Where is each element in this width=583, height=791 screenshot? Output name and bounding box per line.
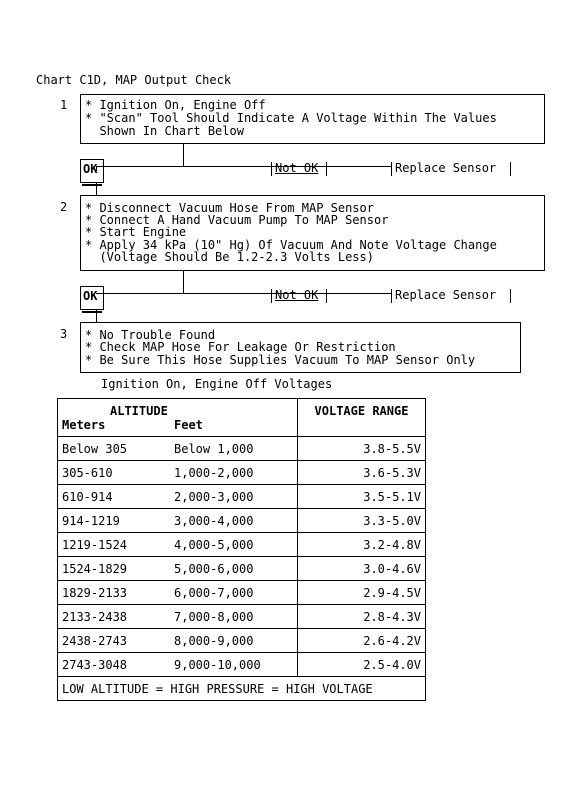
- step-3-line-1: * No Trouble Found: [85, 328, 216, 342]
- meters-header: Meters: [62, 418, 106, 432]
- feet-value: 2,000-3,000: [174, 489, 254, 504]
- feet-value: 5,000-6,000: [174, 561, 254, 576]
- step-3-number: 3: [60, 327, 68, 341]
- feet-value: 8,000-9,000: [174, 633, 254, 648]
- branch-1-ok-down: [96, 183, 97, 195]
- table-row: [58, 533, 426, 557]
- branch-1-hline: [96, 166, 392, 167]
- branch-2-replace-sensor: Replace Sensor: [391, 289, 511, 303]
- table-row: [58, 461, 426, 485]
- step-2-line-4: * Apply 34 kPa (10" Hg) Of Vacuum And Note Voltage Change: [85, 238, 497, 252]
- altitude-cell: [58, 437, 298, 461]
- chart-title: Chart C1D, MAP Output Check: [36, 73, 232, 87]
- altitude-cell: [58, 653, 298, 677]
- voltage-table: [57, 398, 426, 701]
- voltage-value: 3.2-4.8V: [298, 533, 426, 557]
- voltage-value: 2.8-4.3V: [298, 605, 426, 629]
- altitude-cell: [58, 581, 298, 605]
- table-header-row: [58, 399, 426, 437]
- step-2-line-3: * Start Engine: [85, 225, 187, 239]
- altitude-cell: [58, 509, 298, 533]
- step-1-line-1: * Ignition On, Engine Off: [85, 98, 266, 112]
- step-2-line-1: * Disconnect Vacuum Hose From MAP Sensor: [85, 201, 374, 215]
- branch-1-drop: [183, 144, 184, 166]
- feet-value: 4,000-5,000: [174, 537, 254, 552]
- step-2-line-2: * Connect A Hand Vacuum Pump To MAP Sensor: [85, 213, 389, 227]
- meters-value: 1219-1524: [62, 537, 128, 552]
- branch-1-replace-sensor: Replace Sensor: [391, 162, 511, 176]
- voltage-value: 3.5-5.1V: [298, 485, 426, 509]
- feet-value: 3,000-4,000: [174, 513, 254, 528]
- voltage-header-cell: [298, 399, 426, 437]
- altitude-cell: [58, 557, 298, 581]
- branch-1-ok-box: OK: [80, 159, 104, 183]
- branch-2-drop: [183, 271, 184, 293]
- meters-value: 2133-2438: [62, 609, 128, 624]
- step-2-box: [80, 195, 545, 271]
- step-3-box: [80, 322, 521, 373]
- table-row: [58, 485, 426, 509]
- feet-value: Below 1,000: [174, 441, 254, 456]
- meters-value: 610-914: [62, 489, 113, 504]
- altitude-cell: [58, 533, 298, 557]
- voltage-value: 3.0-4.6V: [298, 557, 426, 581]
- altitude-header: ALTITUDE: [110, 404, 168, 418]
- meters-value: Below 305: [62, 441, 128, 456]
- step-3-line-2: * Check MAP Hose For Leakage Or Restriction: [85, 340, 396, 354]
- step-1-box: [80, 94, 545, 144]
- branch-2-hline: [96, 293, 392, 294]
- altitude-header-cell: [58, 399, 298, 437]
- voltage-value: 2.5-4.0V: [298, 653, 426, 677]
- branch-2-not-ok: Not OK: [271, 289, 327, 303]
- table-row: [58, 557, 426, 581]
- table-row: [58, 437, 426, 461]
- feet-value: 6,000-7,000: [174, 585, 254, 600]
- table-footer-row: [58, 677, 426, 701]
- voltage-value: 2.9-4.5V: [298, 581, 426, 605]
- step-1-line-2: * "Scan" Tool Should Indicate A Voltage Within The Values: [85, 111, 497, 125]
- voltage-value: 2.6-4.2V: [298, 629, 426, 653]
- voltage-value: 3.8-5.5V: [298, 437, 426, 461]
- altitude-cell: [58, 629, 298, 653]
- altitude-cell: [58, 461, 298, 485]
- table-row: [58, 581, 426, 605]
- branch-1-not-ok: Not OK: [271, 162, 327, 176]
- feet-header: Feet: [174, 418, 203, 432]
- branch-2-ok-down: [96, 310, 97, 322]
- table-caption: Ignition On, Engine Off Voltages: [101, 377, 333, 391]
- table-row: [58, 629, 426, 653]
- meters-value: 914-1219: [62, 513, 120, 528]
- meters-value: 1524-1829: [62, 561, 128, 576]
- feet-value: 9,000-10,000: [174, 657, 261, 672]
- step-2-line-5: (Voltage Should Be 1.2-2.3 Volts Less): [85, 250, 374, 264]
- voltage-value: 3.3-5.0V: [298, 509, 426, 533]
- step-1-number: 1: [60, 98, 68, 112]
- table-row: [58, 509, 426, 533]
- step-3-line-3: * Be Sure This Hose Supplies Vacuum To MAP Sensor Only: [85, 353, 476, 367]
- meters-value: 2743-3048: [62, 657, 128, 672]
- step-1-line-3: Shown In Chart Below: [85, 124, 244, 138]
- table-footer: LOW ALTITUDE = HIGH PRESSURE = HIGH VOLTAGE: [58, 677, 426, 701]
- branch-2-ok-box: OK: [80, 286, 104, 310]
- meters-value: 2438-2743: [62, 633, 128, 648]
- feet-value: 7,000-8,000: [174, 609, 254, 624]
- voltage-header: VOLTAGE RANGE: [314, 404, 409, 418]
- meters-value: 1829-2133: [62, 585, 128, 600]
- meters-value: 305-610: [62, 465, 113, 480]
- step-2-number: 2: [60, 200, 68, 214]
- table-row: [58, 605, 426, 629]
- voltage-value: 3.6-5.3V: [298, 461, 426, 485]
- altitude-cell: [58, 605, 298, 629]
- table-row: [58, 653, 426, 677]
- altitude-cell: [58, 485, 298, 509]
- feet-value: 1,000-2,000: [174, 465, 254, 480]
